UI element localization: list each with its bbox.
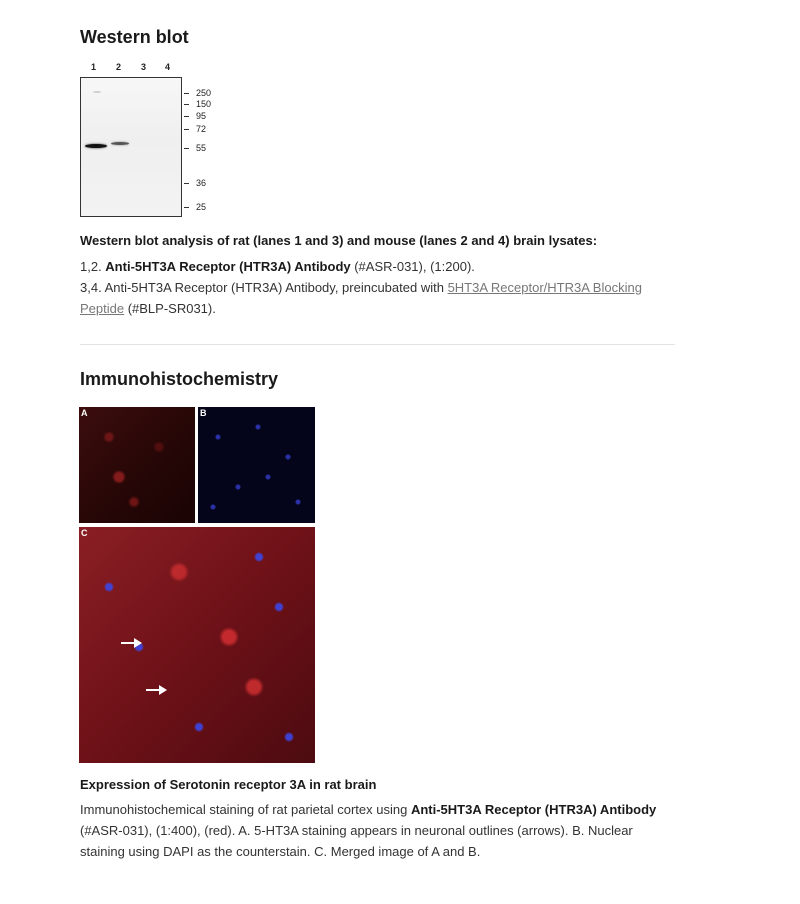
marker-label-25: 25 bbox=[196, 202, 207, 212]
marker-tick-250 bbox=[184, 93, 189, 94]
line2-prefix: 3,4. Anti-5HT3A Receptor (HTR3A) Antibody, preincubated with bbox=[80, 280, 448, 295]
faint-band-lane-1 bbox=[93, 91, 101, 93]
ihc-description bbox=[80, 799, 680, 862]
marker-label-150: 150 bbox=[196, 99, 212, 109]
line1-prefix: 1,2. bbox=[80, 259, 106, 274]
marker-label-55: 55 bbox=[196, 143, 207, 153]
marker-label-72: 72 bbox=[196, 124, 207, 134]
western-blot-image bbox=[80, 62, 220, 222]
marker-tick-55 bbox=[184, 148, 189, 149]
line2-suffix: (#BLP-SR031). bbox=[124, 301, 216, 316]
lane-label-1: 1 bbox=[91, 62, 97, 72]
blot-membrane bbox=[80, 77, 182, 217]
marker-tick-36 bbox=[184, 183, 189, 184]
ihc-desc-suffix: (#ASR-031), (1:400), (red). A. 5-HT3A staining appears in neuronal outlines (arrows). B. Nuclear staining using DAPI as the counterstain. C. Merged image of A and B. bbox=[80, 823, 633, 859]
western-blot-caption-title: Western blot analysis of rat (lanes 1 and 3) and mouse (lanes 2 and 4) brain lysates: bbox=[80, 233, 598, 248]
panel-label-b: B bbox=[200, 408, 207, 418]
ihc-caption-title: Expression of Serotonin receptor 3A in rat brain bbox=[80, 777, 377, 792]
panel-label-a: A bbox=[81, 408, 88, 418]
marker-label-36: 36 bbox=[196, 178, 207, 188]
lane-label-2: 2 bbox=[116, 62, 122, 72]
lane-label-4: 4 bbox=[165, 62, 171, 72]
western-blot-heading: Western blot bbox=[80, 27, 189, 47]
blocking-peptide-link[interactable]: 5HT3A Receptor/HTR3A Blocking Peptide bbox=[80, 280, 642, 316]
marker-tick-95 bbox=[184, 116, 189, 117]
lane-label-3: 3 bbox=[141, 62, 147, 72]
section-divider bbox=[80, 344, 675, 345]
ihc-antibody-name: Anti-5HT3A Receptor (HTR3A) Antibody bbox=[410, 802, 657, 817]
marker-label-95: 95 bbox=[196, 111, 207, 121]
ihc-panel-c bbox=[79, 527, 315, 763]
marker-tick-150 bbox=[184, 104, 189, 105]
ihc-desc-prefix: Immunohistochemical staining of rat parietal cortex using bbox=[80, 802, 411, 817]
ihc-panel-b bbox=[198, 407, 315, 523]
arrow-icon-upper bbox=[121, 638, 142, 648]
marker-label-250: 250 bbox=[196, 88, 212, 98]
western-blot-description bbox=[80, 256, 680, 319]
marker-tick-25 bbox=[184, 207, 189, 208]
band-lane-2 bbox=[111, 142, 129, 145]
band-lane-1 bbox=[85, 144, 107, 148]
line1-suffix: (#ASR-031), (1:200). bbox=[350, 259, 475, 274]
panel-label-c: C bbox=[81, 528, 88, 538]
line1-antibody-name: Anti-5HT3A Receptor (HTR3A) Antibody bbox=[105, 259, 351, 274]
arrow-overlay bbox=[79, 527, 315, 763]
ihc-heading: Immunohistochemistry bbox=[80, 369, 279, 389]
arrow-icon-lower bbox=[146, 685, 167, 695]
marker-tick-72 bbox=[184, 129, 189, 130]
ihc-panel-a bbox=[79, 407, 195, 523]
